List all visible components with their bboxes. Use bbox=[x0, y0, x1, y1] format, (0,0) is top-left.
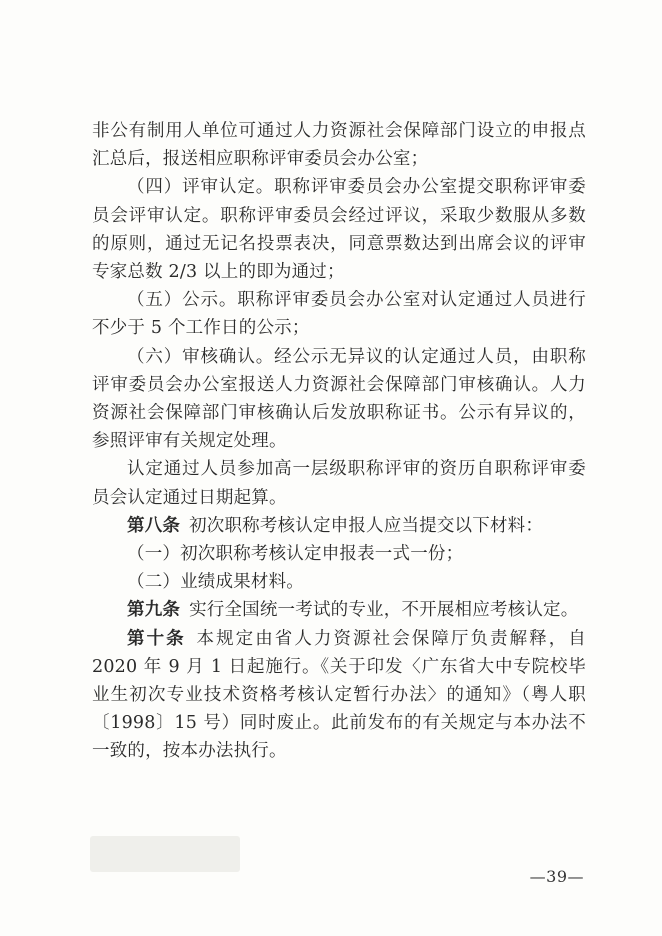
paragraph-seniority bbox=[92, 455, 586, 511]
paragraph-item-6 bbox=[92, 343, 586, 456]
paragraph-item-4-text: （四）评审认定。职称评审委员会办公室提交职称评审委员会评审认定。职称评审委员会经过评议，采取少数服从多数的原则，通过无记名投票表决，同意票数达到出席会议的评审专家总数 2/3 以上的即为通过； bbox=[92, 177, 586, 283]
material-item-1 bbox=[92, 540, 586, 568]
material-item-2 bbox=[92, 568, 586, 596]
page-number: —39— bbox=[529, 867, 584, 886]
article-9-text: 实行全国统一考试的专业，不开展相应考核认定。 bbox=[189, 600, 579, 621]
article-8-text: 初次职称考核认定申报人应当提交以下材料： bbox=[189, 515, 544, 536]
paragraph-item-4 bbox=[92, 173, 586, 286]
paragraph-item-5 bbox=[92, 286, 586, 342]
scan-smudge bbox=[90, 836, 240, 872]
paragraph-item-6-text: （六）审核确认。经公示无异议的认定通过人员，由职称评审委员会办公室报送人力资源社会保障部门审核确认。人力资源社会保障部门审核确认后发放职称证书。公示有异议的，参照评审有关规定处理。 bbox=[92, 346, 586, 452]
article-9-heading: 第九条 bbox=[127, 600, 181, 621]
article-10 bbox=[92, 625, 586, 766]
article-10-text: 本规定由省人力资源社会保障厅负责解释，自 2020 年 9 月 1 日起施行。《关于印发〈广东省大中专院校毕业生初次专业技术资格考核认定暂行办法〉的通知》（粤人职〔1998〕15 号）同时废止。此前发布的有关规定与本办法不一致的，按本办法执行。 bbox=[92, 628, 586, 762]
material-item-1-text: （一）初次职称考核认定申报表一式一份； bbox=[127, 544, 464, 565]
article-9 bbox=[92, 596, 586, 624]
paragraph-seniority-text: 认定通过人员参加高一层级职称评审的资历自职称评审委员会认定通过日期起算。 bbox=[92, 459, 586, 508]
article-8-heading: 第八条 bbox=[127, 515, 181, 536]
paragraph-1-text: 非公有制用人单位可通过人力资源社会保障部门设立的申报点汇总后，报送相应职称评审委员会办公室； bbox=[92, 121, 586, 170]
material-item-2-text: （二）业绩成果材料。 bbox=[127, 572, 304, 593]
document-body bbox=[92, 117, 586, 766]
article-10-heading: 第十条 bbox=[127, 628, 186, 649]
article-8 bbox=[92, 512, 586, 540]
paragraph-item-5-text: （五）公示。职称评审委员会办公室对认定通过人员进行不少于 5 个工作日的公示； bbox=[92, 290, 586, 339]
paragraph-1 bbox=[92, 117, 586, 173]
